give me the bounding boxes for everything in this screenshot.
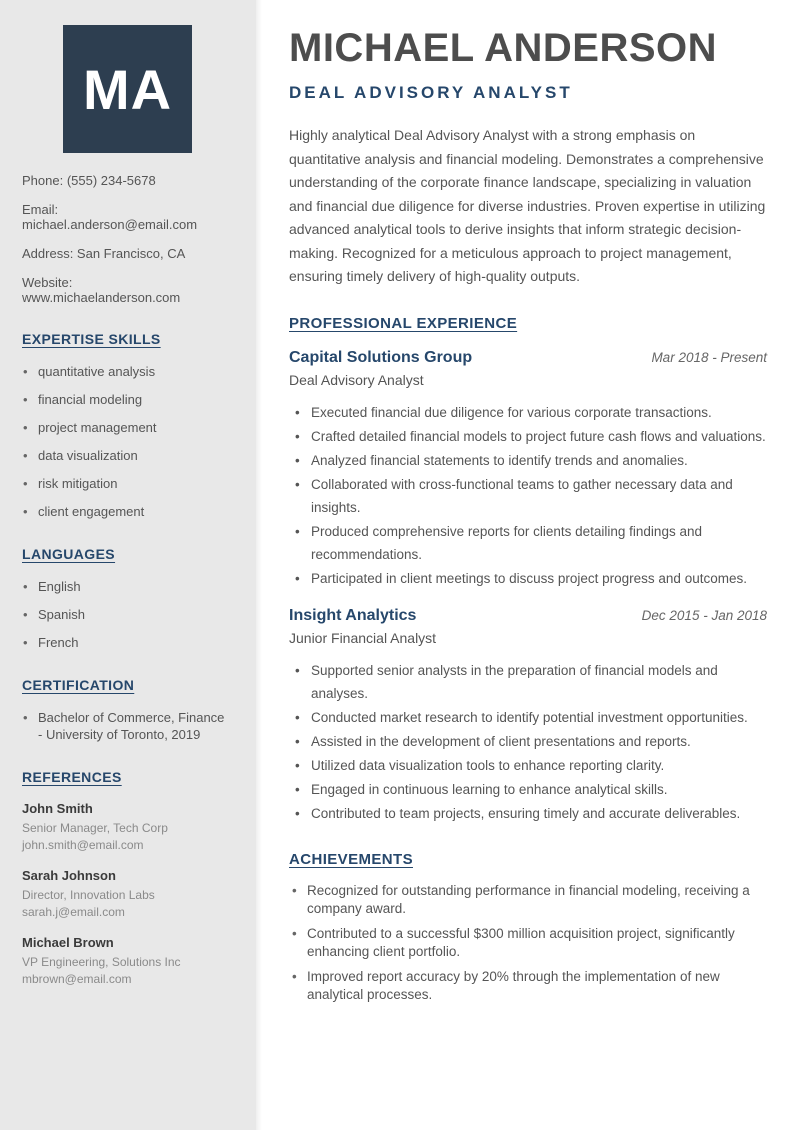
reference-email: sarah.j@email.com	[22, 905, 125, 919]
job-header	[289, 349, 767, 367]
reference-role: Director, Innovation Labs	[22, 888, 155, 902]
job-bullet: • Contributed to team projects, ensuring timely and accurate deliverables.	[289, 802, 767, 825]
job-bullet: • Crafted detailed financial models to project future cash flows and valuations.	[289, 425, 767, 448]
skill-item: • data visualization	[22, 447, 231, 464]
language-item: • Spanish	[22, 606, 231, 623]
job-role: Junior Financial Analyst	[289, 629, 437, 646]
job-bullet: • Analyzed financial statements to identify trends and anomalies.	[289, 449, 767, 472]
job-bullet: • Participated in client meetings to discuss project progress and outcomes.	[289, 567, 767, 590]
job-dates: Dec 2015 - Jan 2018	[641, 607, 767, 623]
reference-entry	[22, 935, 231, 988]
reference-name: Michael Brown	[22, 935, 114, 950]
reference-name: John Smith	[22, 801, 93, 816]
job-bullet: • Produced comprehensive reports for clients detailing findings and recommendations.	[289, 520, 767, 566]
section-title-languages: LANGUAGES	[22, 546, 116, 562]
certification-item: • Bachelor of Commerce, Finance - University of Toronto, 2019	[22, 709, 231, 743]
skill-item: • financial modeling	[22, 391, 231, 408]
reference-entry	[22, 868, 231, 921]
reference-role: VP Engineering, Solutions Inc	[22, 955, 181, 969]
section-title-expertise-skills: EXPERTISE SKILLS	[22, 331, 161, 347]
job-role: Deal Advisory Analyst	[289, 371, 424, 388]
contact-phone: Phone: (555) 234-5678	[22, 173, 156, 188]
job-bullet: • Utilized data visualization tools to enhance reporting clarity.	[289, 754, 767, 777]
reference-name: Sarah Johnson	[22, 868, 116, 883]
company-name: Insight Analytics	[289, 606, 417, 624]
language-item: • French	[22, 634, 231, 651]
page-title: MICHAEL ANDERSON	[289, 26, 718, 70]
job-dates: Mar 2018 - Present	[651, 349, 767, 365]
sidebar	[0, 0, 256, 1130]
reference-email: mbrown@email.com	[22, 972, 132, 986]
achievements-list	[289, 882, 767, 1005]
skills-list	[22, 363, 231, 520]
section-title-achievements: ACHIEVEMENTS	[289, 850, 413, 868]
reference-email: john.smith@email.com	[22, 838, 144, 852]
languages-list	[22, 578, 231, 651]
job-bullet: • Executed financial due diligence for various corporate transactions.	[289, 401, 767, 424]
contact-website: Website: www.michaelanderson.com	[22, 275, 181, 305]
section-title-references: REFERENCES	[22, 769, 122, 785]
job-title-subtitle: DEAL ADVISORY ANALYST	[289, 83, 573, 102]
job-bullet: • Conducted market research to identify potential investment opportunities.	[289, 706, 767, 729]
skill-item: • quantitative analysis	[22, 363, 231, 380]
skill-item: • client engagement	[22, 503, 231, 520]
job-bullet: • Collaborated with cross-functional teams to gather necessary data and insights.	[289, 473, 767, 519]
section-title-certification: CERTIFICATION	[22, 677, 135, 693]
company-name: Capital Solutions Group	[289, 348, 473, 366]
references-list	[22, 801, 231, 988]
achievement-item: • Improved report accuracy by 20% through the implementation of new analytical processes.	[289, 968, 767, 1005]
reference-entry	[22, 801, 231, 854]
job-bullet: • Assisted in the development of client presentations and reports.	[289, 730, 767, 753]
job-bullet: • Engaged in continuous learning to enhance analytical skills.	[289, 778, 767, 801]
contact-info	[22, 173, 231, 305]
professional-summary: Highly analytical Deal Advisory Analyst with a strong emphasis on quantitative analysis and financial modeling. Demonstrates a comprehensive understanding of the corporate finance landscape, specializing in valuation and financial due diligence for diverse industries. Proven expertise in utilizing advanced analytical tools to derive insights that inform strategic decision-making. Recognized for a meticulous approach to project management, ensuring timely delivery of high-quality outputs.	[289, 127, 766, 284]
certification-list	[22, 709, 231, 743]
achievement-item: • Recognized for outstanding performance in financial modeling, receiving a company award.	[289, 882, 767, 919]
job-bullet: • Supported senior analysts in the preparation of financial models and analyses.	[289, 659, 767, 705]
job-bullet-list	[289, 659, 767, 825]
avatar-monogram: MA	[63, 25, 192, 153]
job-bullet-list	[289, 401, 767, 590]
job-header	[289, 607, 767, 625]
reference-role: Senior Manager, Tech Corp	[22, 821, 168, 835]
experience-entry	[289, 349, 767, 590]
main-content	[256, 0, 800, 1130]
skill-item: • risk mitigation	[22, 475, 231, 492]
language-item: • English	[22, 578, 231, 595]
achievement-item: • Contributed to a successful $300 million acquisition project, significantly enhancing client portfolio.	[289, 925, 767, 962]
contact-email: Email: michael.anderson@email.com	[22, 202, 198, 232]
section-title-professional-experience: PROFESSIONAL EXPERIENCE	[289, 314, 518, 332]
skill-item: • project management	[22, 419, 231, 436]
experience-entry	[289, 607, 767, 825]
contact-address: Address: San Francisco, CA	[22, 246, 186, 261]
